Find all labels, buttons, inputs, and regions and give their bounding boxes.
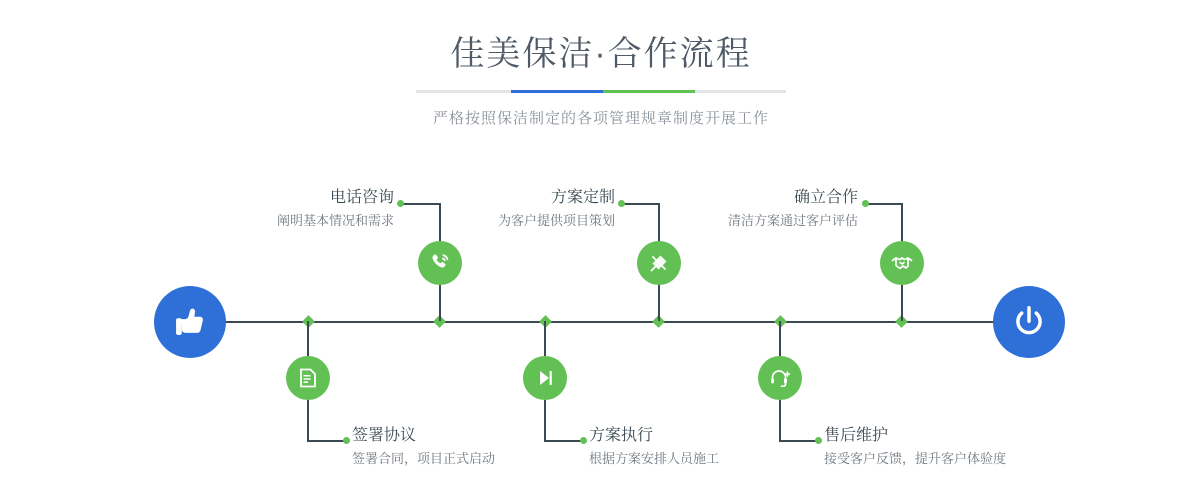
- start-endpoint: [154, 286, 226, 358]
- step-title: 签署协议: [352, 427, 417, 444]
- connector-line: [544, 321, 546, 356]
- headset-support-icon: [768, 366, 792, 390]
- pen-ruler-icon: [647, 251, 671, 275]
- connector-line: [901, 285, 903, 321]
- step-icon-play-forward: [523, 356, 567, 400]
- phone-call-icon: [428, 251, 452, 275]
- page-title: 佳美保洁·合作流程: [450, 35, 752, 73]
- connector-line: [779, 321, 781, 356]
- step-title: 确立合作: [793, 189, 858, 206]
- connector-endpoint-dot: [343, 437, 350, 444]
- step-label-6: [824, 425, 1006, 469]
- step-desc: 清洁方案通过客户评估: [727, 213, 858, 228]
- end-endpoint: [993, 286, 1065, 358]
- divider-segment-blue: [511, 90, 603, 93]
- step-label-4: [589, 425, 719, 469]
- connector-endpoint-dot: [618, 200, 625, 207]
- connector-line: [401, 203, 440, 205]
- step-title: 电话咨询: [329, 189, 394, 206]
- connector-line: [779, 440, 817, 442]
- step-desc: 阐明基本情况和需求: [276, 213, 394, 228]
- connector-line: [866, 203, 902, 205]
- step-label-2: [352, 425, 495, 469]
- axis-node-marker: [539, 315, 552, 328]
- connector-line: [439, 203, 441, 241]
- step-label-1: [252, 187, 394, 231]
- step-label-5: [706, 187, 858, 231]
- connector-endpoint-dot: [862, 200, 869, 207]
- page-subtitle: 严格按照保洁制定的各项管理规章制度开展工作: [432, 110, 769, 127]
- connector-line: [544, 400, 546, 441]
- connector-endpoint-dot: [815, 437, 822, 444]
- connector-line: [307, 321, 309, 356]
- step-desc: 签署合同，项目正式启动: [352, 451, 496, 466]
- connector-line: [439, 285, 441, 321]
- connector-line: [307, 440, 346, 442]
- connector-endpoint-dot: [397, 200, 404, 207]
- step-label-3: [460, 187, 615, 231]
- axis-node-marker: [774, 315, 787, 328]
- step-icon-document-edit: [286, 356, 330, 400]
- connector-line: [622, 203, 659, 205]
- title-divider: [416, 90, 786, 93]
- connector-line: [779, 400, 781, 441]
- power-icon: [1010, 303, 1048, 341]
- step-icon-headset-support: [758, 356, 802, 400]
- connector-endpoint-dot: [580, 437, 587, 444]
- step-title: 方案定制: [550, 189, 615, 206]
- handshake-icon: [890, 251, 914, 275]
- header: [0, 32, 1202, 128]
- step-desc: 为客户提供项目策划: [497, 213, 615, 228]
- step-icon-pen-ruler: [637, 241, 681, 285]
- step-desc: 根据方案安排人员施工: [589, 451, 720, 466]
- step-title: 方案执行: [589, 427, 654, 444]
- connector-line: [658, 203, 660, 241]
- step-title: 售后维护: [824, 427, 889, 444]
- axis-node-marker: [302, 315, 315, 328]
- divider-segment-green: [603, 90, 695, 93]
- document-edit-icon: [296, 366, 320, 390]
- step-desc: 接受客户反馈，提升客户体验度: [824, 451, 1007, 466]
- step-icon-handshake: [880, 241, 924, 285]
- connector-line: [901, 203, 903, 241]
- connector-line: [307, 400, 309, 441]
- connector-line: [658, 285, 660, 321]
- play-forward-icon: [533, 366, 557, 390]
- thumbs-up-icon: [171, 303, 209, 341]
- connector-line: [544, 440, 582, 442]
- step-icon-phone-call: [418, 241, 462, 285]
